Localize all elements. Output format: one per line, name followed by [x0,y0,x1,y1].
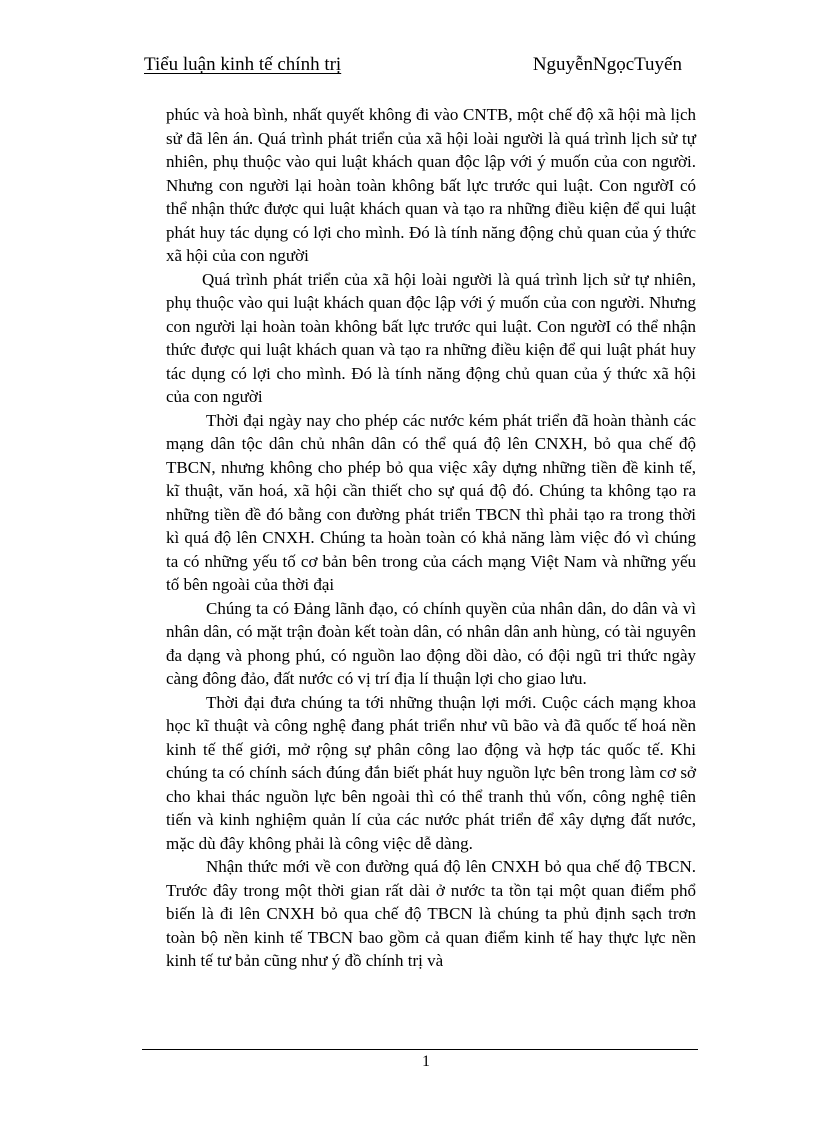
paragraph-5: Thời đại đưa chúng ta tới những thuận lợi mới. Cuộc cách mạng khoa học kĩ thuật và công nghệ đang phát triển như vũ bão và đã quốc tế hoá nền kinh tế thế giới, mở rộng sự phân công lao động và hợp tác quốc tế. Khi chúng ta có chính sách đúng đắn biết phát huy nguồn lực bên trong làm cơ sở cho khai thác nguồn lực bên ngoài thì có thể tranh thủ vốn, công nghệ tiên tiến và kinh nghiệm quản lí của các nước phát triển để xây dựng đất nước, mặc dù đây không phải là công việc dễ dàng. [166,692,696,853]
footer-divider [142,1049,698,1050]
document-body [166,103,696,973]
paragraph-3: Thời đại ngày nay cho phép các nước kém phát triển đã hoàn thành các mạng dân tộc dân chủ nhân dân có thể quá độ lên CNXH, bỏ qua chế độ TBCN, nhưng không cho phép bỏ qua việc xây dựng những tiền đề kinh tế, kĩ thuật, văn hoá, xã hội cần thiết cho sự quá độ đó. Chúng ta không tạo ra những tiền đề đó bằng con đường phát triển TBCN thì phải tạo ra trong thời kì quá độ lên CNXH. Chúng ta hoàn toàn có khả năng làm việc đó vì chúng ta có những yếu tố cơ bản bên trong của cách mạng Việt Nam và những yếu tố bên ngoài của thời đại [166,410,696,594]
page-header [144,54,682,82]
author-name: NguyễnNgọcTuyến [532,54,682,75]
document-title: Tiểu luận kinh tế chính trị [144,54,342,75]
paragraph-4: Chúng ta có Đảng lãnh đạo, có chính quyền của nhân dân, do dân và vì nhân dân, có mặt trận đoàn kết toàn dân, có nhân dân anh hùng, có tài nguyên đa dạng và phong phú, có nguồn lao động dồi dào, có đội ngũ tri thức ngày càng đông đảo, đất nước có vị trí địa lí thuận lợi cho giao lưu. [166,598,696,688]
paragraph-6: Nhận thức mới về con đường quá độ lên CNXH bỏ qua chế độ TBCN. Trước đây trong một thời gian rất dài ở nước ta tồn tại một quan điểm phổ biến là đi lên CNXH bỏ qua chế độ TBCN là chúng ta phủ định sạch trơn toàn bộ nền kinh tế TBCN bao gồm cả quan điểm kinh tế hay thực lực nền kinh tế tư bản cũng như ý đồ chính trị và [166,857,696,970]
page-number: 1 [422,1053,430,1070]
paragraph-1: phúc và hoà bình, nhất quyết không đi vào CNTB, một chế độ xã hội mà lịch sử đã lên án. Quá trình phát triển của xã hội loài người là quá trình lịch sử tự nhiên, phụ thuộc vào qui luật khách quan độc lập với ý muốn của con người. Nhưng con người lại hoàn toàn không bất lực trước qui luật. Con ngườI có thể nhận thức được qui luật khách quan và tạo ra những điều kiện để qui luật phát huy tác dụng có lợi cho mình. Đó là tính năng động chủ quan của ý thức xã hội của con người [166,105,696,265]
paragraph-2: Quá trình phát triển của xã hội loài người là quá trình lịch sử tự nhiên, phụ thuộc vào qui luật khách quan độc lập với ý muốn của con người. Nhưng con người lại hoàn toàn không bất lực trước qui luật. Con ngườI có thể nhận thức được qui luật khách quan và tạo ra những điều kiện để qui luật phát huy tác dụng có lợi cho mình. Đó là tính năng động chủ quan của ý thức xã hội của con người [166,269,696,406]
